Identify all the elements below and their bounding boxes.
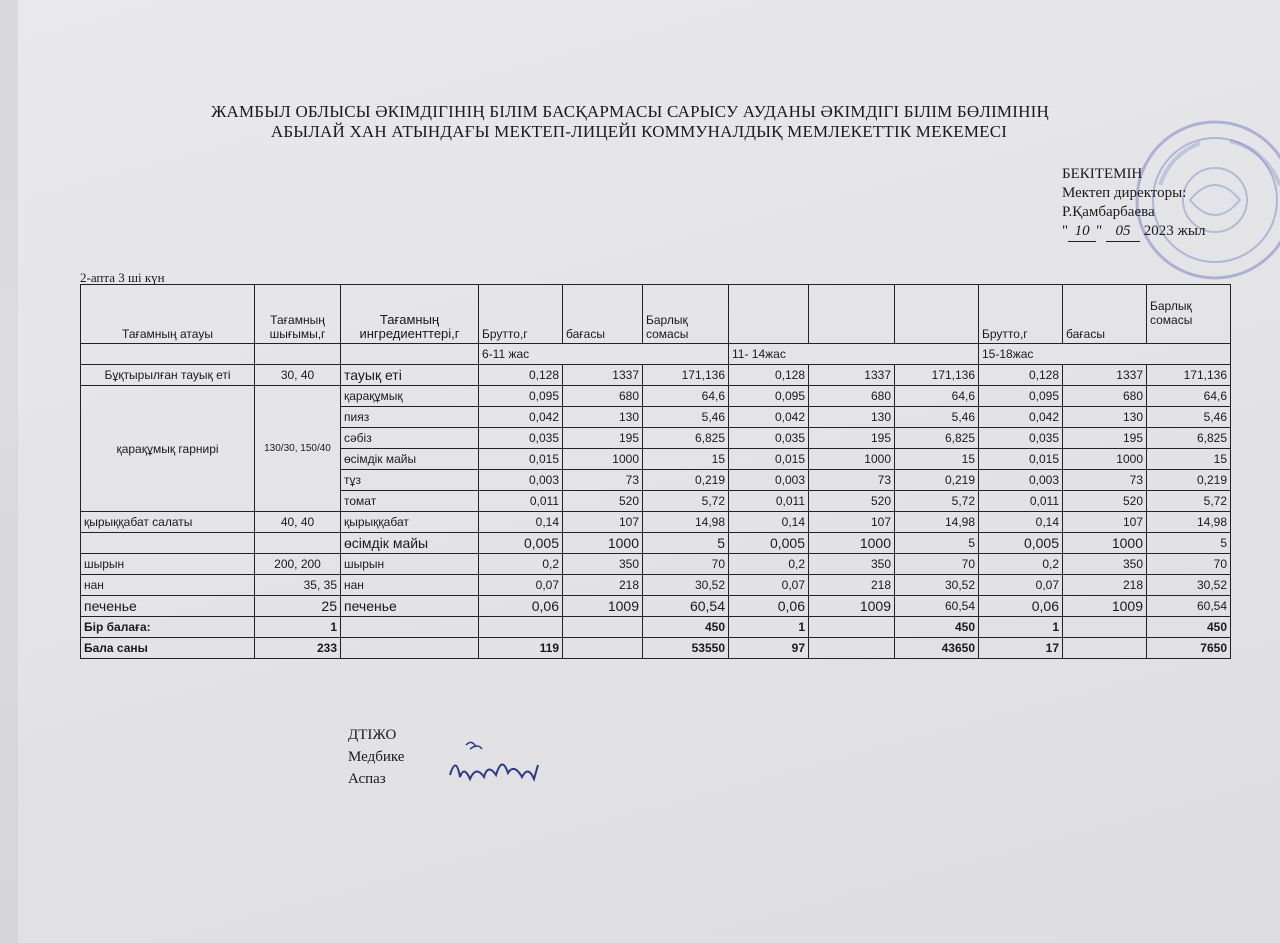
table-cell — [809, 617, 895, 638]
price: 218 — [563, 575, 643, 596]
brutto: 0,2 — [479, 554, 563, 575]
brutto: 0,035 — [479, 428, 563, 449]
total: 5 — [643, 533, 729, 554]
per-child-total: 450 — [895, 617, 979, 638]
price: 107 — [1063, 512, 1147, 533]
brutto: 0,005 — [729, 533, 809, 554]
ingredient: өсімдік майы — [341, 533, 479, 554]
approval-block — [1062, 165, 1205, 242]
brutto: 0,042 — [979, 407, 1063, 428]
header-price: бағасы — [1063, 285, 1147, 344]
price: 350 — [809, 554, 895, 575]
header-price: бағасы — [563, 285, 643, 344]
date-day: 10 — [1068, 222, 1096, 242]
brutto: 0,095 — [979, 386, 1063, 407]
total: 70 — [643, 554, 729, 575]
total: 6,825 — [643, 428, 729, 449]
brutto: 0,06 — [479, 596, 563, 617]
per-child-value: 1 — [255, 617, 341, 638]
price: 130 — [1063, 407, 1147, 428]
total: 171,136 — [895, 365, 979, 386]
price: 1337 — [809, 365, 895, 386]
ingredient: сәбіз — [341, 428, 479, 449]
ingredient: печенье — [341, 596, 479, 617]
price: 680 — [809, 386, 895, 407]
price: 195 — [563, 428, 643, 449]
dish-yield: 25 — [255, 596, 341, 617]
table-cell — [81, 533, 255, 554]
table-cell — [1063, 638, 1147, 659]
brutto: 0,015 — [979, 449, 1063, 470]
table-row — [81, 386, 1231, 407]
brutto: 0,015 — [729, 449, 809, 470]
dish-name: печенье — [81, 596, 255, 617]
children-count: 17 — [979, 638, 1063, 659]
total: 60,54 — [895, 596, 979, 617]
brutto: 0,14 — [979, 512, 1063, 533]
dish-name: шырын — [81, 554, 255, 575]
dish-yield: 130/30, 150/40 — [255, 386, 341, 512]
total: 0,219 — [895, 470, 979, 491]
total: 5,72 — [1147, 491, 1231, 512]
date-month: 05 — [1106, 222, 1140, 242]
table-row — [81, 596, 1231, 617]
price: 1009 — [563, 596, 643, 617]
total: 30,52 — [895, 575, 979, 596]
table-cell — [255, 344, 341, 365]
total: 30,52 — [643, 575, 729, 596]
price: 1000 — [563, 449, 643, 470]
total: 171,136 — [1147, 365, 1231, 386]
per-child-value: 1 — [979, 617, 1063, 638]
signature-cook: Аспаз — [348, 771, 386, 787]
header-empty — [729, 285, 809, 344]
total: 60,54 — [1147, 596, 1231, 617]
header-yield: Тағамның шығымы,г — [255, 285, 341, 344]
brutto: 0,06 — [729, 596, 809, 617]
children-total: 233 — [255, 638, 341, 659]
header-name: Тағамның атауы — [81, 285, 255, 344]
brutto: 0,2 — [979, 554, 1063, 575]
ingredient: томат — [341, 491, 479, 512]
total: 70 — [1147, 554, 1231, 575]
table-cell — [563, 638, 643, 659]
total: 6,825 — [895, 428, 979, 449]
price: 1337 — [563, 365, 643, 386]
brutto: 0,035 — [979, 428, 1063, 449]
total: 15 — [1147, 449, 1231, 470]
dish-yield: 200, 200 — [255, 554, 341, 575]
brutto: 0,128 — [729, 365, 809, 386]
dish-yield: 35, 35 — [255, 575, 341, 596]
table-cell — [255, 533, 341, 554]
total: 60,54 — [643, 596, 729, 617]
total: 0,219 — [643, 470, 729, 491]
date-year: 2023 жыл — [1143, 223, 1206, 239]
price: 350 — [1063, 554, 1147, 575]
header-empty — [809, 285, 895, 344]
dish-yield: 40, 40 — [255, 512, 341, 533]
header-total: Барлық сомасы — [643, 285, 729, 344]
header-brutto: Брутто,г — [979, 285, 1063, 344]
signature-block — [348, 724, 404, 790]
price: 107 — [809, 512, 895, 533]
price: 107 — [563, 512, 643, 533]
brutto: 0,003 — [479, 470, 563, 491]
brutto: 0,095 — [729, 386, 809, 407]
table-cell — [341, 638, 479, 659]
ingredient: пияз — [341, 407, 479, 428]
children-sum: 43650 — [895, 638, 979, 659]
age-group-row — [81, 344, 1231, 365]
signature-dtizho: ДТІЖО — [348, 727, 397, 743]
table-cell — [81, 344, 255, 365]
signature-nurse: Медбике — [348, 749, 405, 765]
brutto: 0,042 — [479, 407, 563, 428]
age-group-15-18: 15-18жас — [979, 344, 1231, 365]
brutto: 0,011 — [979, 491, 1063, 512]
total: 0,219 — [1147, 470, 1231, 491]
price: 1337 — [1063, 365, 1147, 386]
brutto: 0,015 — [479, 449, 563, 470]
price: 195 — [1063, 428, 1147, 449]
total: 5,72 — [643, 491, 729, 512]
total: 5,46 — [643, 407, 729, 428]
price: 520 — [1063, 491, 1147, 512]
price: 680 — [563, 386, 643, 407]
header-ingredients: Тағамның ингредиенттері,г — [341, 285, 479, 344]
director-name: Р.Қамбарбаева — [1062, 204, 1155, 220]
handwritten-signature — [438, 735, 558, 795]
brutto: 0,003 — [979, 470, 1063, 491]
price: 218 — [809, 575, 895, 596]
ingredient: нан — [341, 575, 479, 596]
total: 64,6 — [643, 386, 729, 407]
dish-name: Бұқтырылған тауық еті — [81, 365, 255, 386]
age-group-6-11: 6-11 жас — [479, 344, 729, 365]
table-row — [81, 575, 1231, 596]
price: 1000 — [1063, 533, 1147, 554]
header-total: Барлық сомасы — [1147, 285, 1231, 344]
brutto: 0,035 — [729, 428, 809, 449]
age-group-11-14: 11- 14жас — [729, 344, 979, 365]
date-quote-close: " — [1096, 223, 1103, 239]
brutto: 0,005 — [979, 533, 1063, 554]
per-child-total: 450 — [1147, 617, 1231, 638]
table-cell — [1063, 617, 1147, 638]
table-row — [81, 554, 1231, 575]
price: 1009 — [809, 596, 895, 617]
total: 5,46 — [895, 407, 979, 428]
document-title-line2: АБЫЛАЙ ХАН АТЫНДАҒЫ МЕКТЕП-ЛИЦЕЙІ КОММУНАЛДЫҚ МЕМЛЕКЕТТІК МЕКЕМЕСІ — [270, 122, 1008, 141]
price: 218 — [1063, 575, 1147, 596]
per-child-label: Бір балаға: — [81, 617, 255, 638]
dish-name: қырыққабат салаты — [81, 512, 255, 533]
per-child-row — [81, 617, 1231, 638]
brutto: 0,011 — [729, 491, 809, 512]
table-cell — [563, 617, 643, 638]
dish-yield: 30, 40 — [255, 365, 341, 386]
dish-name: қарақұмық гарнирі — [81, 386, 255, 512]
ingredient: тұз — [341, 470, 479, 491]
price: 520 — [563, 491, 643, 512]
total: 6,825 — [1147, 428, 1231, 449]
table-cell — [479, 617, 563, 638]
brutto: 0,14 — [479, 512, 563, 533]
ingredient: қарақұмық — [341, 386, 479, 407]
price: 130 — [809, 407, 895, 428]
total: 64,6 — [1147, 386, 1231, 407]
total: 5 — [1147, 533, 1231, 554]
total: 70 — [895, 554, 979, 575]
ingredient: шырын — [341, 554, 479, 575]
brutto: 0,2 — [729, 554, 809, 575]
children-count: 97 — [729, 638, 809, 659]
header-empty — [895, 285, 979, 344]
table-cell — [809, 638, 895, 659]
week-day-label: 2-апта 3 ші күн — [80, 270, 165, 285]
children-sum: 7650 — [1147, 638, 1231, 659]
brutto: 0,128 — [479, 365, 563, 386]
table-row — [81, 365, 1231, 386]
per-child-value: 1 — [729, 617, 809, 638]
ingredient: өсімдік майы — [341, 449, 479, 470]
total: 171,136 — [643, 365, 729, 386]
brutto: 0,07 — [729, 575, 809, 596]
children-sum: 53550 — [643, 638, 729, 659]
header-brutto: Брутто,г — [479, 285, 563, 344]
brutto: 0,07 — [979, 575, 1063, 596]
total: 5,46 — [1147, 407, 1231, 428]
approval-title: БЕКІТЕМІН — [1062, 166, 1143, 182]
price: 73 — [563, 470, 643, 491]
price: 1000 — [1063, 449, 1147, 470]
price: 130 — [563, 407, 643, 428]
total: 14,98 — [643, 512, 729, 533]
brutto: 0,095 — [479, 386, 563, 407]
brutto: 0,003 — [729, 470, 809, 491]
price: 1000 — [563, 533, 643, 554]
total: 14,98 — [895, 512, 979, 533]
table-row — [81, 533, 1231, 554]
brutto: 0,042 — [729, 407, 809, 428]
brutto: 0,14 — [729, 512, 809, 533]
brutto: 0,005 — [479, 533, 563, 554]
price: 1000 — [809, 449, 895, 470]
date-quote-open: " — [1062, 223, 1069, 239]
price: 1009 — [1063, 596, 1147, 617]
total: 30,52 — [1147, 575, 1231, 596]
price: 195 — [809, 428, 895, 449]
brutto: 0,06 — [979, 596, 1063, 617]
total: 64,6 — [895, 386, 979, 407]
document-title-line1: ЖАМБЫЛ ОБЛЫСЫ ӘКІМДІГІНІҢ БІЛІМ БАСҚАРМАСЫ САРЫСУ АУДАНЫ ӘКІМДІГІ БІЛІМ БӨЛІМІНІҢ — [211, 102, 1049, 121]
children-count-row — [81, 638, 1231, 659]
total: 5 — [895, 533, 979, 554]
approval-role: Мектеп директоры: — [1062, 185, 1187, 201]
dish-name: нан — [81, 575, 255, 596]
brutto: 0,011 — [479, 491, 563, 512]
total: 14,98 — [1147, 512, 1231, 533]
menu-table — [80, 284, 1231, 659]
table-cell — [341, 344, 479, 365]
price: 350 — [563, 554, 643, 575]
ingredient: тауық еті — [341, 365, 479, 386]
price: 1000 — [809, 533, 895, 554]
total: 15 — [895, 449, 979, 470]
price: 73 — [1063, 470, 1147, 491]
price: 73 — [809, 470, 895, 491]
approval-date — [1062, 222, 1205, 242]
table-header-row — [81, 285, 1231, 344]
table-row — [81, 512, 1231, 533]
price: 680 — [1063, 386, 1147, 407]
total: 5,72 — [895, 491, 979, 512]
brutto: 0,07 — [479, 575, 563, 596]
brutto: 0,128 — [979, 365, 1063, 386]
children-count: 119 — [479, 638, 563, 659]
per-child-total: 450 — [643, 617, 729, 638]
total: 15 — [643, 449, 729, 470]
table-cell — [341, 617, 479, 638]
children-count-label: Бала саны — [81, 638, 255, 659]
ingredient: қырыққабат — [341, 512, 479, 533]
price: 520 — [809, 491, 895, 512]
